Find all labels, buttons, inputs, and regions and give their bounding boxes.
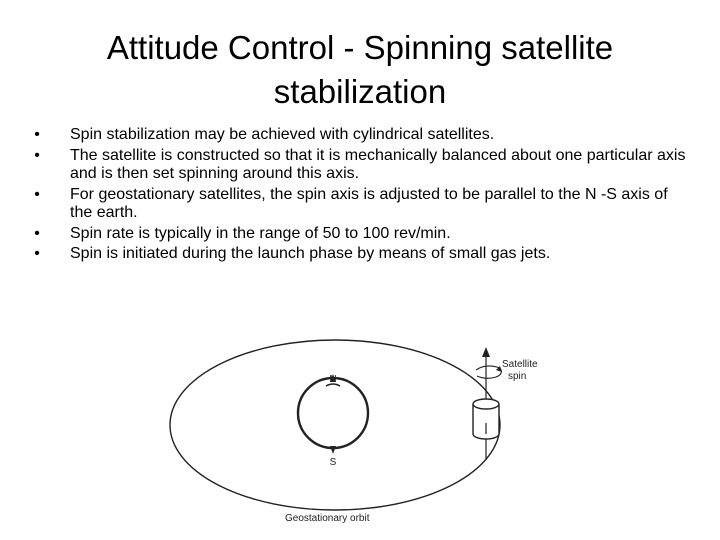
bullet-marker: • <box>34 146 40 164</box>
south-pole-marker-icon <box>330 446 336 454</box>
bullet-list <box>30 126 690 266</box>
bullet-marker: • <box>34 224 40 242</box>
bullet-item <box>30 245 690 264</box>
bullet-text: Spin rate is typically in the range of 50 to 100 rev/min. <box>70 224 451 242</box>
bullet-text: The satellite is constructed so that it is mechanically balanced about one particular axis and is then set spinning around this axis. <box>70 146 686 182</box>
satellite-spin-arrow-icon <box>476 366 501 378</box>
satellite-spin-label: Satellite <box>502 359 538 370</box>
bullet-text: Spin is initiated during the launch phase by means of small gas jets. <box>70 245 551 262</box>
bullet-item <box>30 147 690 184</box>
satellite-spin-label: spin <box>508 371 527 382</box>
bullet-marker: • <box>34 185 40 203</box>
bullet-item <box>30 186 690 223</box>
north-label: N <box>329 374 337 385</box>
bullet-marker: • <box>34 126 40 143</box>
satellite-cylinder-icon <box>473 399 499 439</box>
south-label: S <box>329 457 337 468</box>
orbit-label: Geostationary orbit <box>285 513 370 524</box>
slide-title: Attitude Control - Spinning satellite stabilization <box>106 29 614 110</box>
bullet-text: For geostationary satellites, the spin axis is adjusted to be parallel to the N -S axis of the earth. <box>70 185 668 221</box>
bullet-item <box>30 225 690 244</box>
bullet-marker: • <box>34 245 40 262</box>
geostationary-orbit-ellipse <box>170 340 500 510</box>
spin-stabilization-diagram <box>140 330 700 530</box>
earth-circle <box>298 378 368 448</box>
spin-axis-arrow-icon <box>482 347 490 357</box>
bullet-text: Spin stabilization may be achieved with cylindrical satellites. <box>70 126 495 143</box>
bullet-item <box>30 126 690 145</box>
